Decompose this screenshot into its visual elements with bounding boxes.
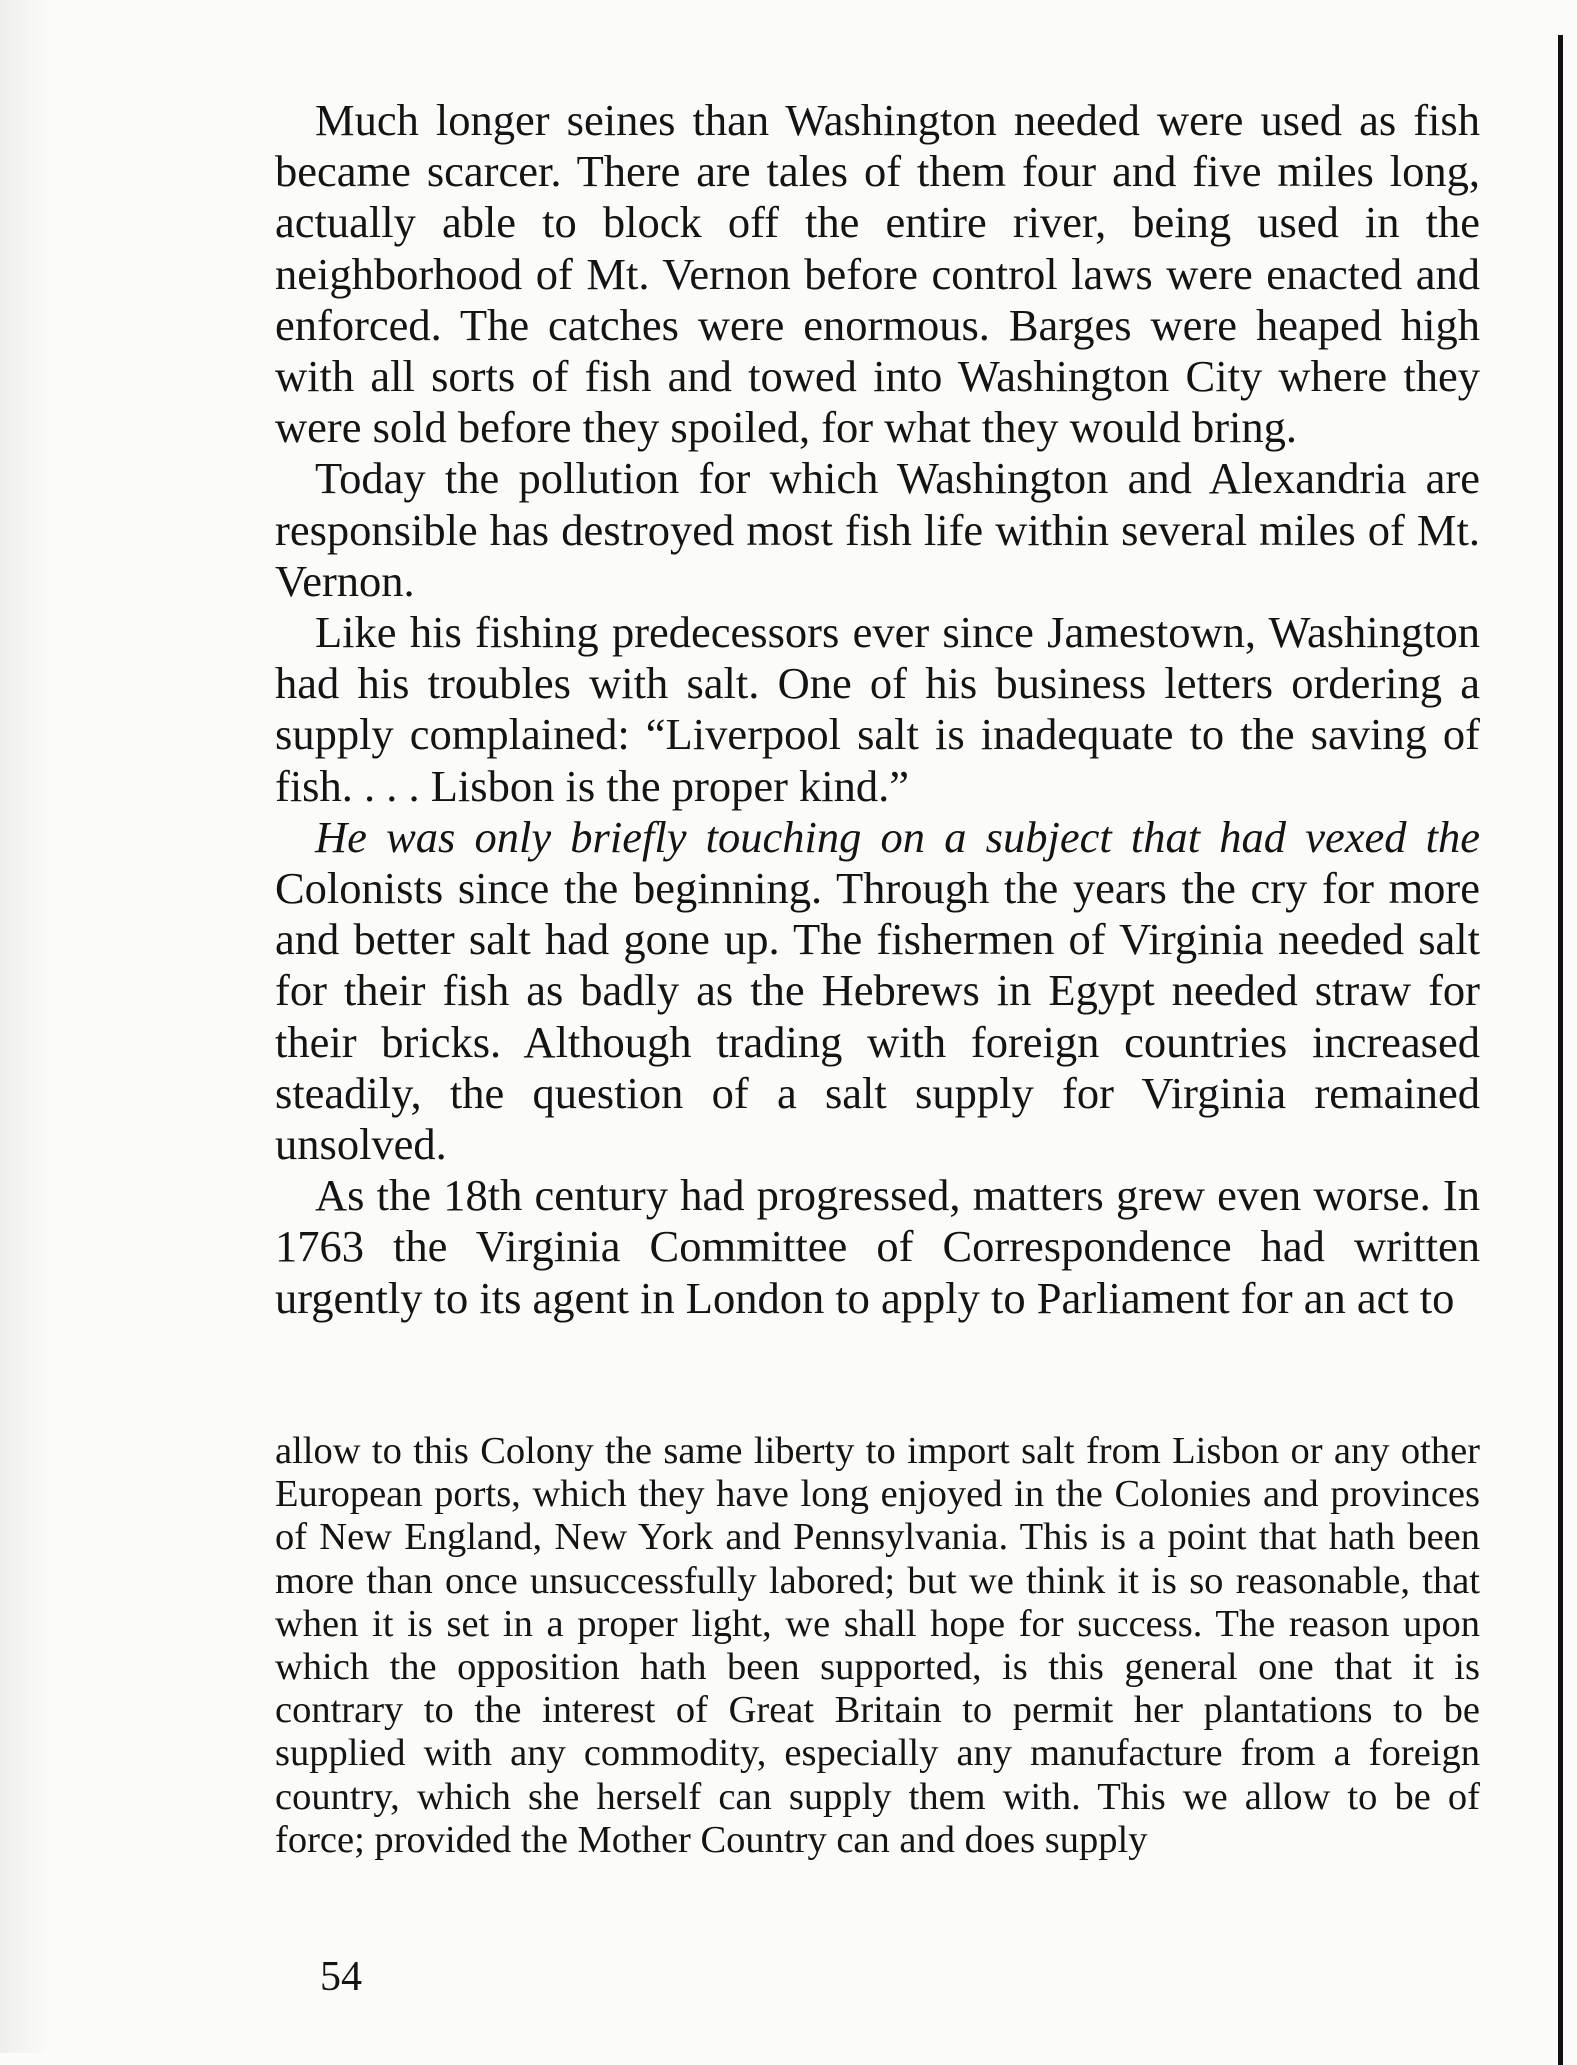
scan-edge-shadow bbox=[0, 0, 52, 2053]
paragraph-colonists-rest: Colonists since the beginning. Through the years the cry for more and better salt had gone up. The fishermen of Virginia needed salt for their fish as badly as the Hebrews in Egypt needed straw for their bricks. Although trading with foreign countries increased steadily, the question of a salt supply for Virginia remained unsolved. bbox=[275, 863, 1480, 1170]
page-number: 54 bbox=[320, 1954, 362, 2000]
paragraph-18th-century: As the 18th century had progressed, matters grew even worse. In 1763 the Virginia Committee of Correspondence had written urgently to its agent in London to apply to Parliament for an act to bbox=[275, 1170, 1480, 1323]
paragraph-colonists bbox=[275, 812, 1480, 1170]
quote-text: allow to this Colony the same liberty to import salt from Lisbon or any other European ports, which they have long enjoyed in the Colonies and provinces of New England, New York and Pennsylvania. This is a point that hath been more than once unsuccessfully labored; but we think it is so reasonable, that when it is set in a proper light, we shall hope for success. The reason upon which the opposition hath been supported, is this general one that it is contrary to the interest of Great Britain to permit her plantations to be supplied with any commodity, especially any manufacture from a foreign country, which she herself can supply them with. This we allow to be of force; provided the Mother Country can and does supply bbox=[275, 1430, 1480, 1861]
body-text bbox=[275, 95, 1480, 1324]
block-quote bbox=[275, 1430, 1480, 1862]
italic-phrase: He was only briefly touching on a subject that had vexed the bbox=[315, 811, 1480, 862]
paragraph-seines: Much longer seines than Washington needed were used as fish became scarcer. There are tales of them four and five miles long, actually able to block off the entire river, being used in the neighborhood of Mt. Vernon before control laws were enacted and enforced. The catches were enormous. Barges were heaped high with all sorts of fish and towed into Washington City where they were sold before they spoiled, for what they would bring. bbox=[275, 95, 1480, 453]
paragraph-pollution: Today the pollution for which Washington and Alexandria are responsible has destroyed most fish life within several miles of Mt. Vernon. bbox=[275, 453, 1480, 606]
paragraph-salt-troubles: Like his fishing predecessors ever since Jamestown, Washington had his troubles with salt. One of his business letters ordering a supply complained: “Liverpool salt is inadequate to the saving of fish. . . . Lisbon is the proper kind.” bbox=[275, 607, 1480, 811]
scan-edge-line bbox=[1558, 35, 1563, 2065]
